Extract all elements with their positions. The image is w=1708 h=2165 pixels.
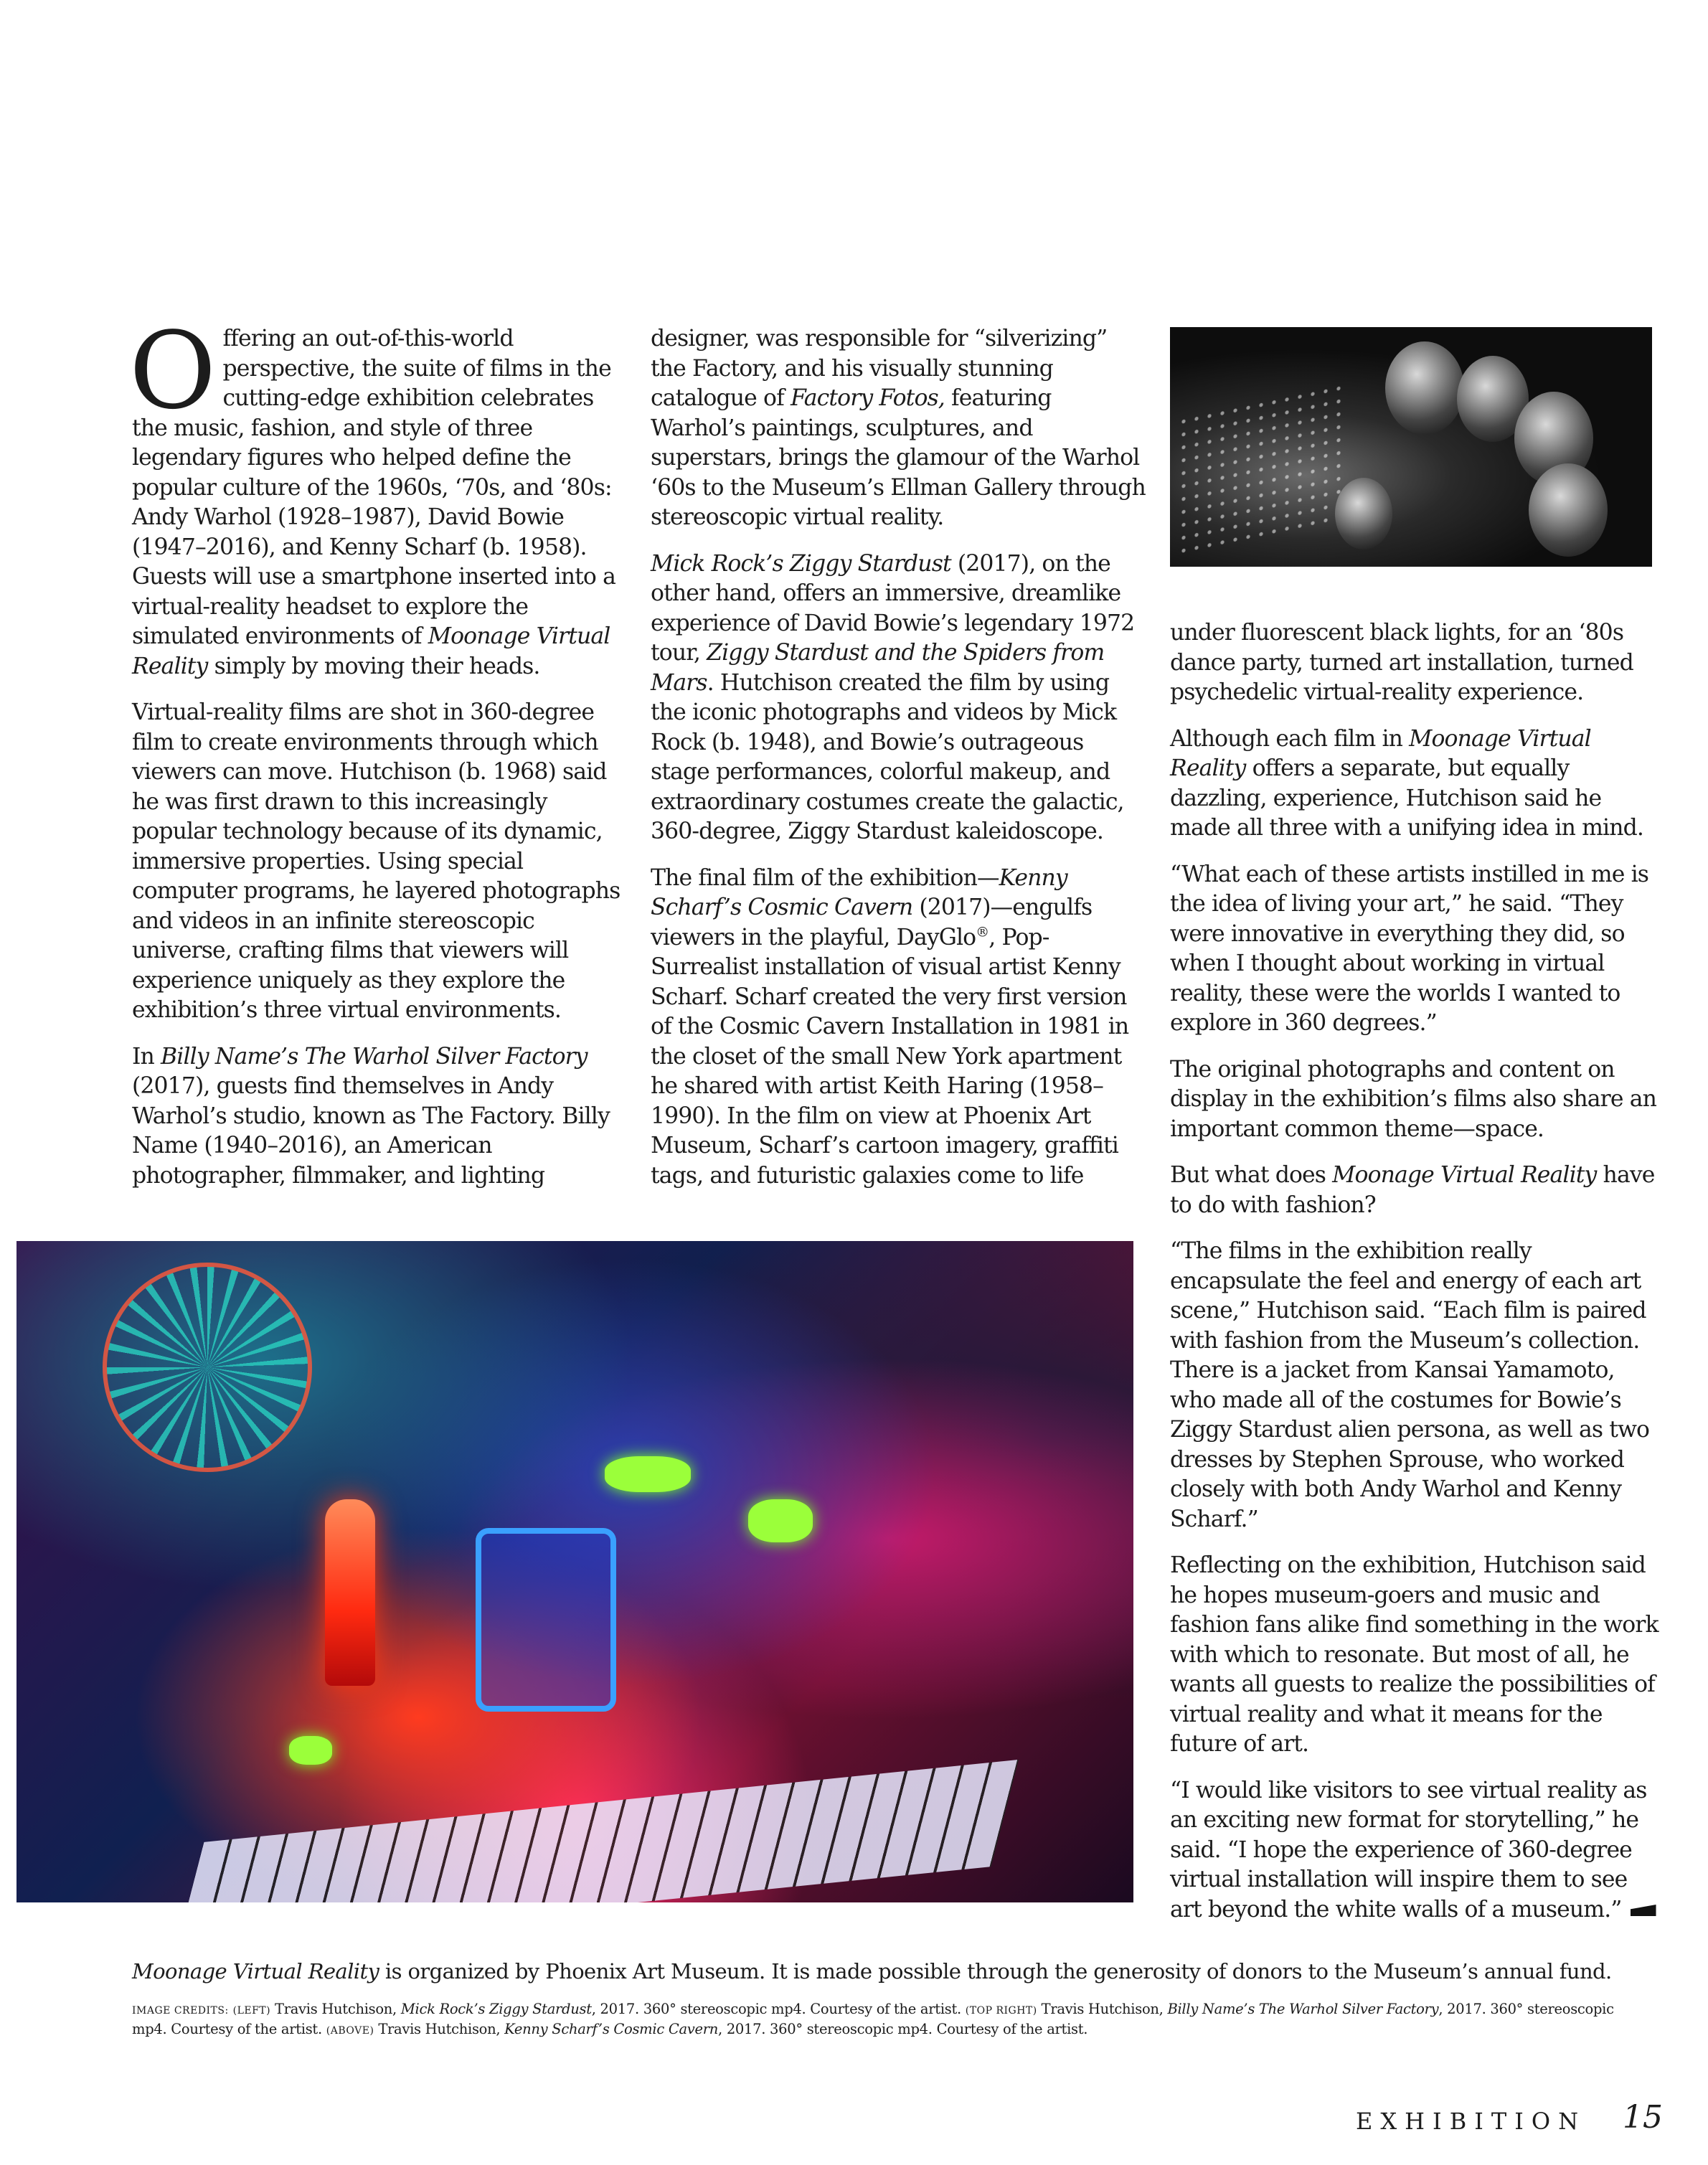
paragraph	[1170, 725, 1665, 844]
work-title: Moonage Virtual Reality	[1170, 725, 1591, 781]
text: , 2017. 360° stereoscopic mp4. Courtesy of the artist.	[132, 2001, 1614, 2037]
work-title: Billy Name’s The Warhol Silver Factory	[1167, 2001, 1439, 2017]
lava-lamp-shape	[325, 1499, 375, 1686]
article-column-3	[1170, 618, 1665, 1941]
paragraph: Virtual-reality films are shot in 360-degree film to create environments through which viewers can move. Hutchison (b. 1968) said he was first drawn to this increasingly popular technology because of its dynamic, immersive properties. Using special computer programs, he layered photographs and videos in an infinite stereoscopic universe, crafting films that viewers will experience uniquely as they explore the exhibition’s three virtual environments.	[132, 699, 621, 1023]
image-credits	[132, 2000, 1638, 2040]
paragraph: The original photographs and content on display in the exhibition’s films also share an important common theme—space.	[1170, 1056, 1656, 1142]
text: Travis Hutchison,	[374, 2021, 505, 2037]
sponsor-note	[132, 1958, 1638, 1985]
credit-position: (LEFT)	[232, 2005, 271, 2017]
text: Travis Hutchison,	[270, 2001, 401, 2017]
figure-silhouette	[1529, 463, 1608, 557]
neon-blob	[289, 1736, 332, 1765]
end-mark-icon	[1631, 1905, 1656, 1916]
paragraph	[132, 1042, 627, 1192]
work-title: Mick Rock’s Ziggy Stardust	[651, 550, 951, 577]
work-title: Moonage Virtual Reality	[132, 1959, 379, 1984]
text: is organized by Phoenix Art Museum. It is made possible through the generosity of donors to the Museum’s annual fund.	[379, 1959, 1612, 1984]
work-title: Billy Name’s The Warhol Silver Factory	[161, 1043, 588, 1070]
text: have to do with fashion?	[1170, 1162, 1655, 1218]
text: , 2017. 360° stereoscopic mp4. Courtesy of the artist.	[718, 2021, 1088, 2037]
credits-label: IMAGE CREDITS:	[132, 2005, 229, 2017]
paragraph	[651, 864, 1146, 1192]
article-column-1	[129, 309, 627, 1207]
text: (2017), guests find themselves in Andy Warhol’s studio, known as The Factory. Billy Name (1940–2016), an American photographer, filmmaker, and lighting	[132, 1073, 610, 1189]
text: Travis Hutchison,	[1037, 2001, 1168, 2017]
credit-position: (ABOVE)	[326, 2025, 374, 2037]
text: But what does	[1170, 1162, 1333, 1188]
paragraph: Reflecting on the exhibition, Hutchison said he hopes museum-goers and music and fashion fans alike find something in the work with which to resonate. But most of all, he wants all guests to realize the possibilities of virtual reality and what it means for the future of art.	[1170, 1552, 1659, 1757]
work-title: Mick Rock’s Ziggy Stardust	[400, 2001, 592, 2017]
paragraph	[651, 549, 1146, 847]
work-title: Ziggy Stardust and the Spiders from Mars	[651, 640, 1105, 696]
work-title: Moonage Virtual Reality	[1332, 1162, 1597, 1188]
text: (2017)—engulfs viewers in the playful, DayGlo	[651, 895, 1093, 951]
registered-mark: ®	[976, 924, 989, 940]
neon-blob	[748, 1499, 813, 1542]
text: designer, was responsible for “silverizing” the Factory, and his visually stunning catalogue of	[651, 326, 1108, 411]
figure-silhouette	[1385, 341, 1464, 435]
section-label: EXHIBITION	[1356, 2108, 1587, 2135]
warhol-factory-photo	[1170, 327, 1652, 567]
text: , 2017. 360° stereoscopic mp4. Courtesy of the artist.	[591, 2001, 966, 2017]
keyboard-shape	[176, 1760, 1019, 1902]
paragraph	[129, 309, 627, 681]
quote-paragraph: “The films in the exhibition really encapsulate the feel and energy of each art scene,” Hutchison said. “Each film is paired with fashion from the Museum’s collection. There is a jacket from Kansai Yamamoto, who made all of the costumes for Bowie’s Ziggy Stardust alien persona, as well as two dresses by Stephen Sprouse, who worked closely with both Andy Warhol and Kenny Scharf.”	[1170, 1238, 1650, 1532]
page-number: 15	[1623, 2099, 1663, 2136]
credit-position: (TOP RIGHT)	[965, 2005, 1037, 2017]
article-column-2	[651, 324, 1146, 1207]
paragraph	[651, 324, 1146, 533]
quote-paragraph: “What each of these artists instilled in me is the idea of living your art,” he said. “They were innovative in everything they did, so when I thought about working in virtual reality, these were the worlds I wanted to explore in 360 degrees.”	[1170, 861, 1649, 1036]
quote-paragraph	[1170, 1776, 1665, 1925]
text: (2017), on the other hand, offers an immersive, dreamlike experience of David Bowie’s legendary 1972 tour,	[651, 550, 1135, 666]
text: The final film of the exhibition—	[651, 864, 999, 891]
work-title: Kenny Scharf’s Cosmic Cavern	[651, 864, 1067, 920]
fan-wheel-shape	[103, 1263, 312, 1472]
text: . Hutchison created the film by using the iconic photographs and videos by Mick Rock (b. 1948), and Bowie’s outrageous stage performances, colorful makeup, and extraordinary costumes create the galactic, 360-degree, Ziggy Stardust kaleidoscope.	[651, 669, 1124, 844]
text: simply by moving their heads.	[207, 653, 540, 679]
figure-silhouette	[1335, 478, 1392, 549]
light-dots-pattern	[1177, 382, 1342, 560]
robot-toy-shape	[476, 1528, 616, 1712]
cosmic-cavern-photo	[16, 1241, 1133, 1902]
work-title: Factory Fotos,	[790, 385, 945, 411]
neon-blob	[605, 1456, 691, 1492]
paragraph	[1170, 1161, 1665, 1220]
text: ffering an out-of-this-world perspective, the suite of films in the cutting-edge exhibition celebrates the music, fashion, and style of three legendary figures who helped define the popular culture of the 1960s, ‘70s, and ‘80s: Andy Warhol (1928–1987), David Bowie (1947–2016), and Kenny Scharf (b. 1958). Guests will use a smartphone inserted into a virtual-reality headset to explore the simulated environments of	[132, 326, 615, 649]
work-title: Moonage Virtual Reality	[132, 623, 610, 679]
text: Although each film in	[1170, 725, 1410, 752]
text: offers a separate, but equally dazzling, experience, Hutchison said he made all three with a unifying idea in mind.	[1170, 755, 1643, 841]
text: In	[132, 1043, 161, 1070]
text: “I would like visitors to see virtual reality as an exciting new format for storytelling,” he said. “I hope the experience of 360-degree virtual installation will inspire them to see art beyond the white walls of a museum.”	[1170, 1777, 1647, 1923]
work-title: Kenny Scharf’s Cosmic Cavern	[504, 2021, 719, 2037]
drop-cap: O	[129, 309, 216, 433]
text: featuring Warhol’s paintings, sculptures, and superstars, brings the glamour of the Warhol ‘60s to the Museum’s Ellman Gallery through stereoscopic virtual reality.	[651, 385, 1146, 530]
text: , Pop-Surrealist installation of visual artist Kenny Scharf. Scharf created the very first version of the Cosmic Cavern Installation in 1981 in the closet of the small New York apartment he shared with artist Keith Haring (1958–1990). In the film on view at Phoenix Art Museum, Scharf’s cartoon imagery, graffiti tags, and futuristic galaxies come to life	[651, 924, 1129, 1189]
paragraph: under fluorescent black lights, for an ‘80s dance party, turned art installation, turned psychedelic virtual-reality experience.	[1170, 620, 1633, 705]
